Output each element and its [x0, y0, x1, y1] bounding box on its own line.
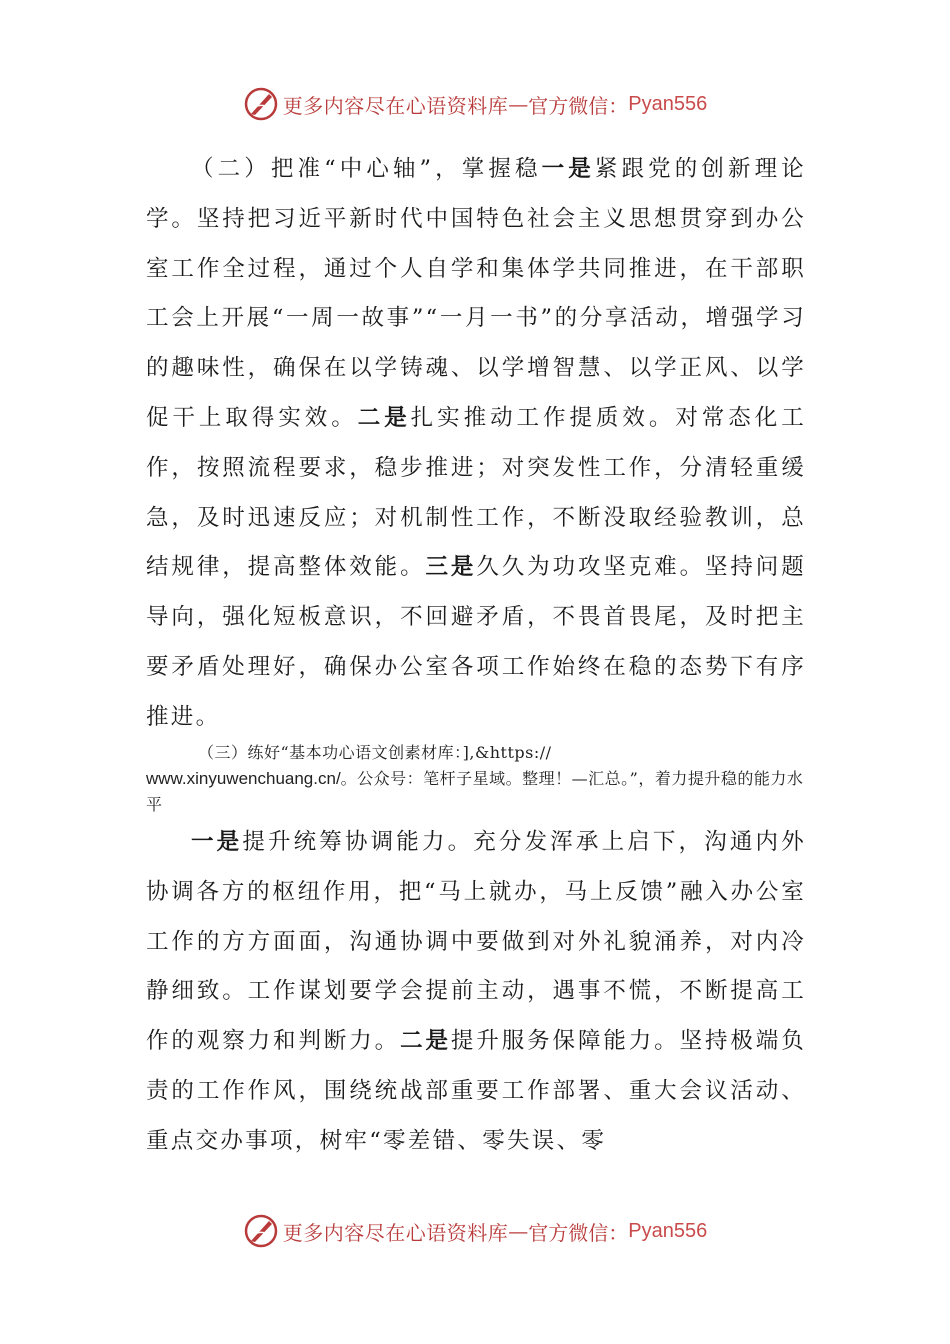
- text-run: 紧跟党的创新理论学。坚持把习近平新时代中国特色社会主义思想贯穿到办公室工作全过程，通过个人自学和集体学共同推进，在干部职工会上开展“一周一故事”“一月一书”的分享活动，增强学习的趣味性，确保在以学铸魂、以学增智慧、以学正风、以学促干上取得实效。: [146, 156, 806, 431]
- bold-marker: 二是: [357, 404, 411, 431]
- banner-wechat-label: 官方微信：: [528, 1220, 629, 1245]
- bold-marker: 一是: [191, 829, 243, 855]
- text-run: 扎实推动工作提质效。对常态化工作，按照流程要求，稳步推进；对突发性工作，分清轻重缓急，及时迅速反应；对机制性工作，不断没取经验教训，总结规律，提高整体效能。: [146, 404, 806, 581]
- text-run: 提升统筹协调能力。充分发浑承上启下，沟通内外协调各方的枢纽作用，把“马上就办，马上反馈”融入办公室工作的方方面面，沟通协调中要做到对外礼貌涌养，对内冷静细致。工作谋划要学会提前主动，遇事不慌，不断提高工作的观察力和判断力。: [146, 829, 806, 1055]
- text-run: （三）练好“基本功心语文创素材库：],&https://: [198, 743, 552, 762]
- banner-wechat-id: Pyan556: [628, 1219, 708, 1242]
- banner-dash: —: [508, 92, 529, 116]
- paragraph-section-two: [146, 145, 806, 743]
- bold-marker: 二是: [400, 1028, 451, 1055]
- quill-logo-icon: [243, 1213, 279, 1249]
- heading-section-three: [146, 740, 806, 818]
- banner-wechat-id: Pyan556: [628, 92, 708, 115]
- text-run: （二）把准“中心轴”，掌握稳: [191, 156, 542, 182]
- text-run: 提升服务保障能力。坚持极端负责的工作作风，围绕统战部重要工作部署、重大会议活动、重点交办事项，树牢“零差错、零失误、零: [146, 1028, 806, 1154]
- bold-marker: 一是: [541, 156, 595, 182]
- paragraph-section-three: [146, 818, 806, 1167]
- bold-marker: 三是: [425, 554, 477, 581]
- banner-text: 更多内容尽在心语资料库: [282, 1220, 509, 1245]
- banner-text: 更多内容尽在心语资料库: [282, 93, 509, 118]
- banner-dash: —: [508, 1219, 529, 1243]
- quill-logo-icon: [243, 86, 279, 122]
- header-watermark-banner: [0, 84, 950, 124]
- text-run: 。公众号：笔杆子星域。整理！—汇总。”，着力提升稳的能力水平: [146, 769, 804, 814]
- text-run: 久久为功攻坚克难。坚持问题导向，强化短板意识，不回避矛盾，不畏首畏尾，及时把主要矛盾处理好，确保办公室各项工作始终在稳的态势下有序推进。: [146, 554, 806, 730]
- banner-wechat-label: 官方微信：: [528, 93, 629, 118]
- footer-watermark-banner: [0, 1211, 950, 1251]
- website-link[interactable]: www.xinyuwenchuang.cn/: [146, 769, 341, 788]
